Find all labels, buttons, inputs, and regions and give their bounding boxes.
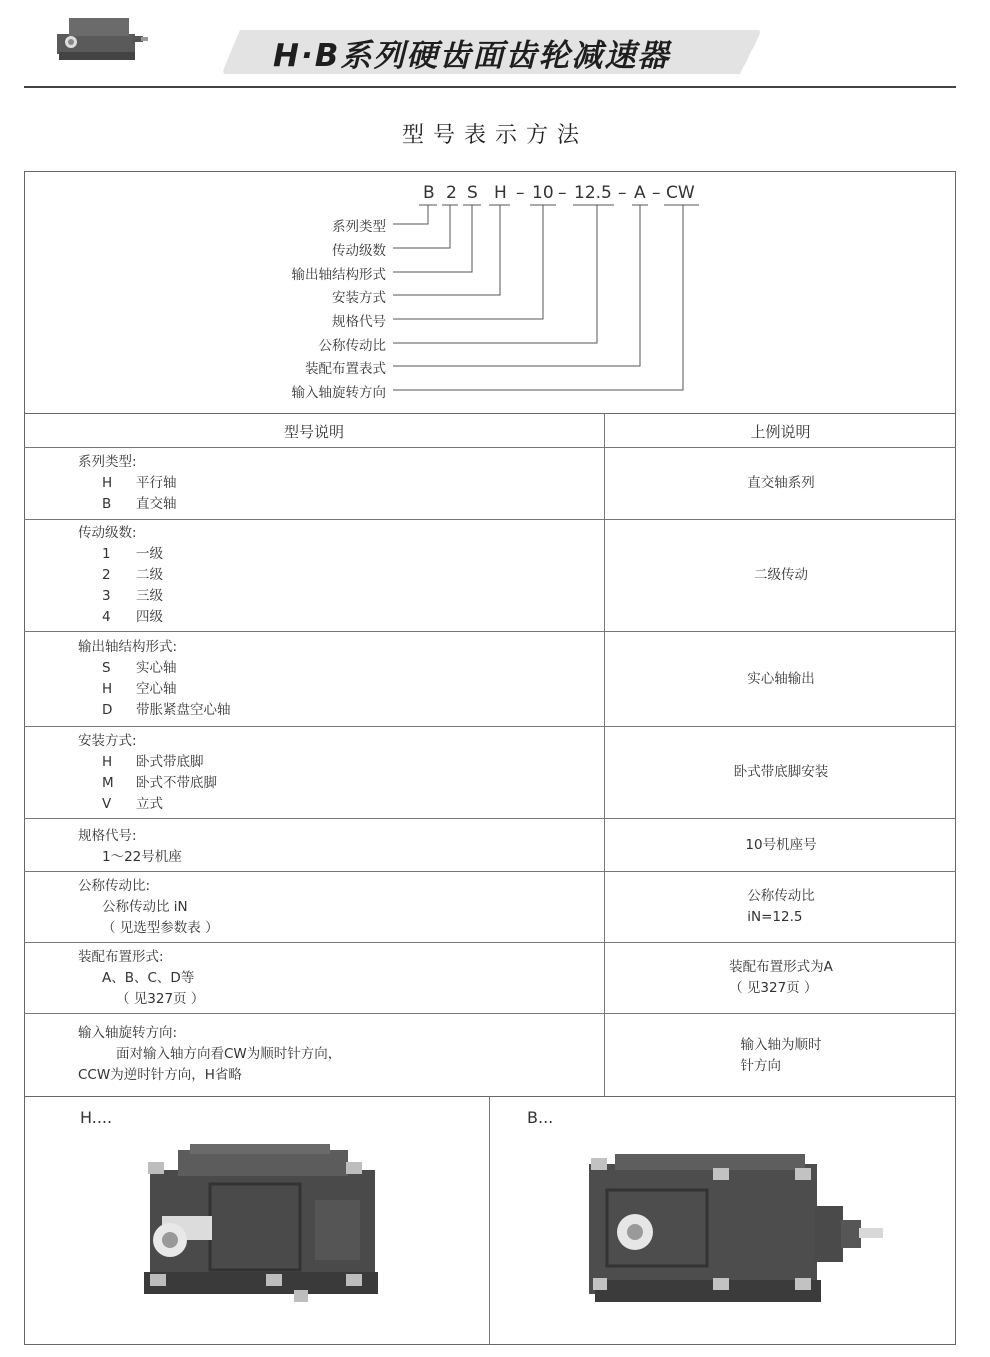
photo-label-h: H.... <box>80 1108 113 1127</box>
code-label-series-type: 系列类型 <box>332 219 386 235</box>
code-char-arrangement: A <box>634 183 646 203</box>
example-ratio: 公称传动比 iN=12.5 <box>747 888 815 925</box>
code-label-rotation: 输入轴旋转方向 <box>291 385 386 401</box>
table-row-size: 规格代号: 1～22号机座 <box>78 828 182 865</box>
code-char-dash: – <box>558 183 567 203</box>
example-arrangement: 装配布置形式为A （ 见327页 ） <box>729 959 833 996</box>
code-leader-lines <box>0 0 990 420</box>
section-heading: 型号表示方法 <box>401 123 588 148</box>
code-char-series: B <box>423 183 435 203</box>
example-rotation: 输入轴为顺时 针方向 <box>740 1036 822 1074</box>
code-char-rotation: CW <box>666 183 695 203</box>
example-output-shaft: 实心轴输出 <box>747 670 815 687</box>
table-row-output-shaft: 输出轴结构形式: S 实心轴 H 空心轴 D 带胀紧盘空心轴 <box>78 639 231 718</box>
example-series-type: 直交轴系列 <box>747 475 815 491</box>
table-header-description: 型号说明 <box>283 423 344 441</box>
code-label-mounting: 安装方式 <box>332 290 386 306</box>
code-char-stages: 2 <box>446 183 457 203</box>
code-label-output-shaft: 输出轴结构形式 <box>291 267 386 283</box>
table-column-divider <box>604 413 605 1097</box>
code-char-mounting: H <box>494 183 507 203</box>
table-row-ratio: 公称传动比: 公称传动比 iN （ 见选型参数表 ） <box>78 878 219 936</box>
code-label-stages: 传动级数 <box>332 243 386 259</box>
h-series-gearbox-image <box>140 1140 380 1310</box>
photo-divider <box>489 1096 490 1345</box>
table-row-arrangement: 装配布置形式: A、B、C、D等 （ 见327页 ） <box>78 949 205 1007</box>
table-row-stages: 传动级数: 1 一级 2 二级 3 三级 4 四级 <box>78 525 163 625</box>
table-row-rotation: 输入轴旋转方向: 面对输入轴方向看CW为顺时针方向， CCW为逆时针方向，H省略 <box>78 1025 342 1083</box>
table-row-mounting: 安装方式: H 卧式带底脚 M 卧式不带底脚 V 立式 <box>78 733 217 812</box>
code-label-size: 规格代号 <box>332 314 386 330</box>
example-stages: 二级传动 <box>754 567 808 583</box>
code-char-dash: – <box>516 183 525 203</box>
code-label-ratio: 公称传动比 <box>318 338 386 354</box>
code-char-dash: – <box>652 183 661 203</box>
code-char-ratio: 12.5 <box>574 183 612 203</box>
code-char-size: 10 <box>532 183 554 203</box>
photo-label-b: B... <box>527 1108 554 1127</box>
table-row-series-type: 系列类型: H 平行轴 B 直交轴 <box>78 454 177 512</box>
page-title: H·B系列硬齿面齿轮减速器 <box>273 38 671 74</box>
table-header-example: 上例说明 <box>750 423 811 441</box>
example-mounting: 卧式带底脚安装 <box>733 764 829 780</box>
code-label-arrangement: 装配布置表式 <box>305 361 386 377</box>
code-char-shaft: S <box>467 183 478 203</box>
code-char-dash: – <box>618 183 627 203</box>
b-series-gearbox-image <box>585 1150 885 1310</box>
example-size: 10号机座号 <box>745 836 817 853</box>
